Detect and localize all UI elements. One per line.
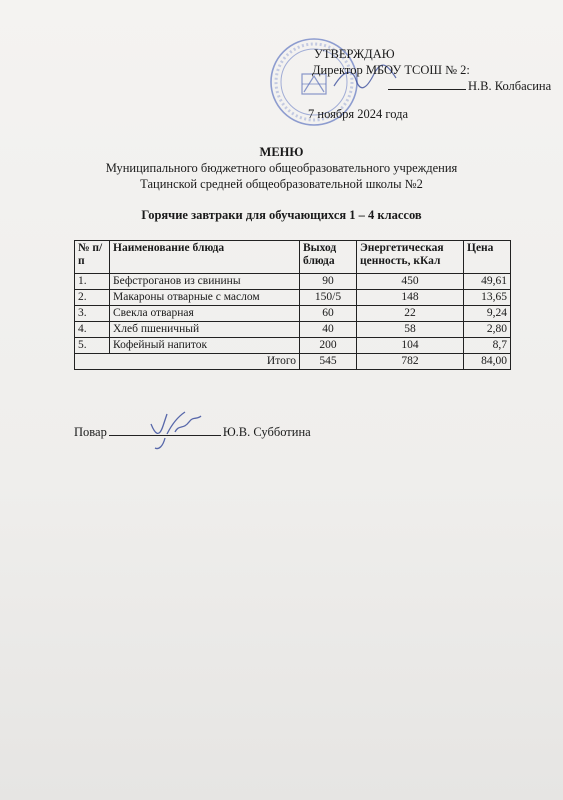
total-energy: 782 [357,354,464,370]
approval-name-line [312,78,552,94]
total-price: 84,00 [464,354,511,370]
approval-date: 7 ноября 2024 года [308,107,409,121]
menu-table [74,240,511,370]
approval-heading: УТВЕРЖДАЮ [314,47,395,61]
col-header-dish: Наименование блюда [110,241,300,274]
total-label: Итого [75,354,300,370]
cook-signature-line [74,424,311,440]
table-row [75,322,511,338]
row-number: 2. [75,290,110,306]
table-row [75,290,511,306]
dish-energy: 104 [357,338,464,354]
total-output: 545 [300,354,357,370]
approval-name: Н.В. Колбасина [468,79,552,93]
signature-line [388,78,466,90]
menu-subtitle: Горячие завтраки для обучающихся 1 – 4 классов [141,208,422,222]
table-total-row [75,354,511,370]
approval-position: Директор МБОУ ТСОШ № 2: [312,63,470,77]
table-row [75,274,511,290]
dish-price: 8,7 [464,338,511,354]
dish-price: 13,65 [464,290,511,306]
dish-output: 40 [300,322,357,338]
dish-name: Бефстроганов из свинины [110,274,300,290]
row-number: 1. [75,274,110,290]
page-title: МЕНЮ [259,145,304,159]
row-number: 5. [75,338,110,354]
dish-output: 60 [300,306,357,322]
dish-energy: 148 [357,290,464,306]
table-row [75,306,511,322]
dish-price: 2,80 [464,322,511,338]
dish-energy: 58 [357,322,464,338]
col-header-energy: Энергетическая ценность, кКал [357,241,464,274]
dish-energy: 22 [357,306,464,322]
dish-energy: 450 [357,274,464,290]
org-line-2: Тацинской средней общеобразовательной школы №2 [140,177,423,191]
row-number: 3. [75,306,110,322]
org-line-1: Муниципального бюджетного общеобразовательного учреждения [105,161,458,175]
col-header-output: Выход блюда [300,241,357,274]
col-header-price: Цена [464,241,511,274]
dish-price: 9,24 [464,306,511,322]
dish-output: 150/5 [300,290,357,306]
dish-name: Свекла отварная [110,306,300,322]
menu-header [0,144,563,192]
dish-name: Хлеб пшеничный [110,322,300,338]
table-row [75,338,511,354]
dish-output: 200 [300,338,357,354]
table-header-row [75,241,511,274]
dish-name: Макароны отварные с маслом [110,290,300,306]
col-header-number: № п/п [75,241,110,274]
dish-name: Кофейный напиток [110,338,300,354]
dish-output: 90 [300,274,357,290]
approval-block [308,46,552,122]
cook-label: Повар [74,425,107,439]
signature-line [109,424,221,436]
row-number: 4. [75,322,110,338]
cook-name: Ю.В. Субботина [222,425,311,439]
dish-price: 49,61 [464,274,511,290]
